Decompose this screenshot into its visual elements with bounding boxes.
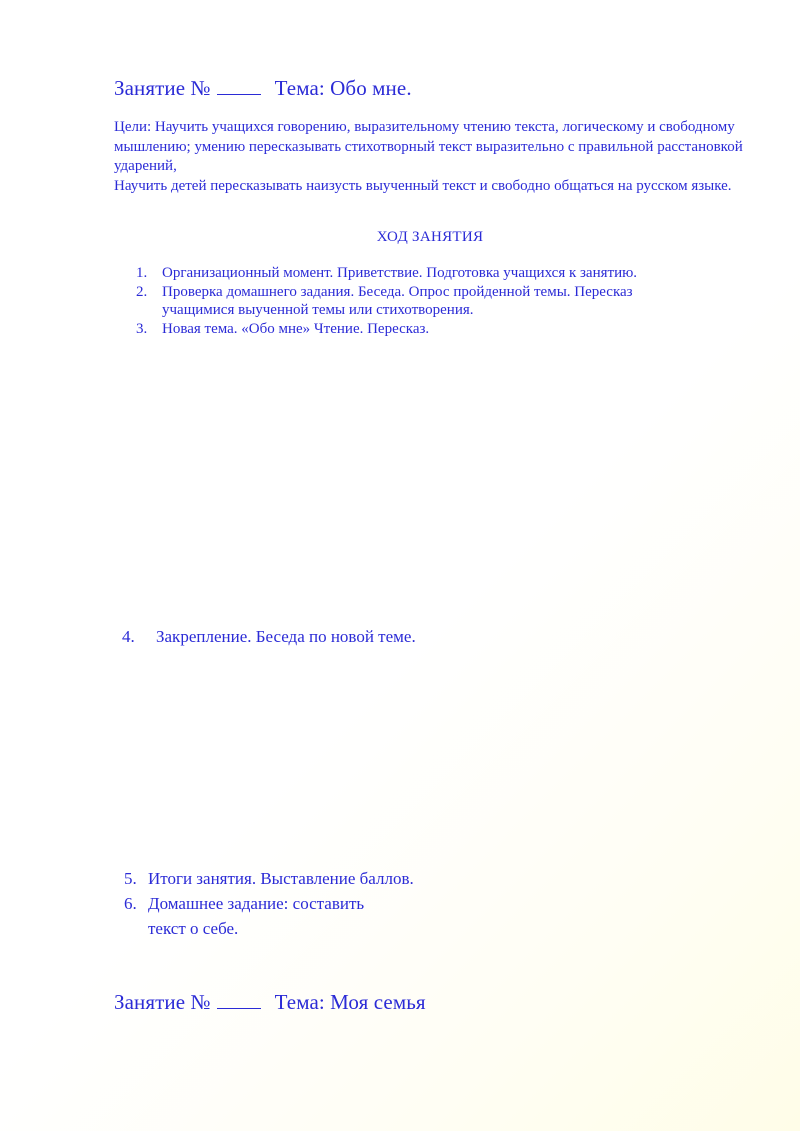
lesson-number-label: Занятие № (114, 76, 211, 100)
step-number: 6. (124, 894, 137, 913)
list-item (136, 264, 637, 283)
lesson-title (114, 76, 412, 101)
step-number: 2. (136, 283, 148, 300)
step-text: Домашнее задание: составить (148, 894, 365, 913)
lesson-topic: Тема: Обо мне. (274, 76, 412, 100)
lesson-goals (114, 118, 744, 196)
lesson-number-blank (217, 92, 261, 95)
step-text: Итоги занятия. Выставление баллов. (148, 869, 414, 888)
list-item (124, 891, 364, 916)
step-number: 1. (136, 265, 148, 281)
step-number: 3. (136, 320, 148, 337)
course-heading: ХОД ЗАНЯТИЯ (376, 229, 484, 245)
step-text-continuation: текст о себе. (148, 919, 239, 938)
lesson-number-blank (217, 1006, 261, 1009)
goals-paragraph-2: Научить детей пересказывать наизусть выученный текст и свободно общаться на русском языке. (114, 177, 732, 194)
list-item (136, 283, 637, 302)
step-number: 4. (122, 627, 135, 646)
lesson-number-label: Занятие № (114, 990, 211, 1014)
list-item (136, 320, 637, 339)
list-item (124, 866, 414, 891)
step-text: Организационный момент. Приветствие. Подготовка учащихся к занятию. (162, 265, 638, 281)
lesson-title (114, 990, 426, 1015)
step-text: Закрепление. Беседа по новой теме. (156, 627, 416, 646)
step-text-continuation: учащимися выученной темы или стихотворения. (162, 302, 474, 318)
step-text: Новая тема. «Обо мне» Чтение. Пересказ. (162, 320, 430, 337)
step-number: 5. (124, 869, 137, 888)
goals-paragraph-1: Цели: Научить учащихся говорению, выразительному чтению текста, логическому и свободному мышлению; умению пересказывать стихотворный текст выразительно с правильной расстановкой ударений, (114, 119, 743, 174)
lesson-steps-list (136, 264, 637, 338)
lesson-topic: Тема: Моя семья (274, 990, 426, 1014)
list-item (122, 624, 416, 649)
step-text: Проверка домашнего задания. Беседа. Опрос пройденной темы. Пересказ (162, 283, 633, 300)
